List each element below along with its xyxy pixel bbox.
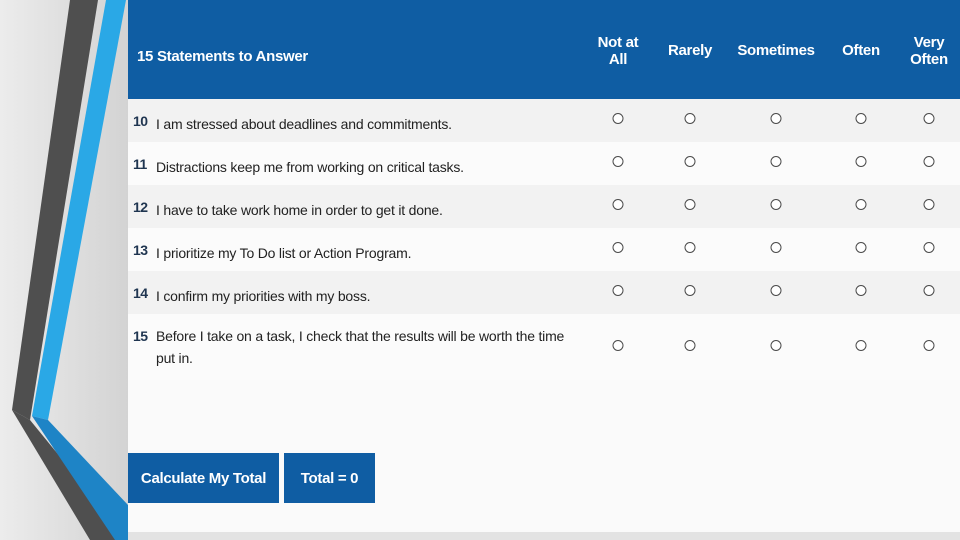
calculate-total-button[interactable]: Calculate My Total [128, 453, 279, 503]
statement-text: I prioritize my To Do list or Action Program. [156, 245, 412, 261]
radio-often[interactable] [856, 242, 867, 253]
statement-list [128, 99, 960, 380]
statement-row [128, 185, 960, 228]
statement-row [128, 228, 960, 271]
radio-often[interactable] [856, 113, 867, 124]
statement-text: I confirm my priorities with my boss. [156, 288, 371, 304]
total-display: Total = 0 [284, 453, 375, 503]
statement-text: Distractions keep me from working on critical tasks. [156, 159, 464, 175]
statement-number: 10 [133, 113, 148, 129]
column-sometimes [737, 42, 814, 59]
slide-frame [0, 0, 128, 540]
radio-often[interactable] [856, 285, 867, 296]
statement-row [128, 271, 960, 314]
radio-sometimes[interactable] [771, 242, 782, 253]
radio-sometimes[interactable] [771, 340, 782, 351]
column-label: Often [910, 51, 948, 68]
radio-rarely[interactable] [685, 156, 696, 167]
statement-text: I am stressed about deadlines and commitments. [156, 116, 452, 132]
statement-number: 12 [133, 199, 148, 215]
statement-text: I have to take work home in order to get it done. [156, 202, 443, 218]
statement-row [128, 142, 960, 185]
column-rarely [668, 42, 712, 59]
radio-often[interactable] [856, 340, 867, 351]
radio-rarely[interactable] [685, 340, 696, 351]
radio-very-often[interactable] [924, 242, 935, 253]
column-label: Rarely [667, 42, 713, 59]
radio-rarely[interactable] [685, 113, 696, 124]
radio-not-at-all[interactable] [613, 113, 624, 124]
radio-very-often[interactable] [924, 199, 935, 210]
statement-number: 14 [133, 285, 148, 301]
radio-sometimes[interactable] [771, 156, 782, 167]
radio-often[interactable] [856, 199, 867, 210]
radio-rarely[interactable] [685, 199, 696, 210]
column-label: Very [913, 34, 945, 51]
header-title: 15 Statements to Answer [137, 48, 308, 65]
questionnaire-panel [128, 0, 960, 532]
radio-sometimes[interactable] [771, 285, 782, 296]
radio-very-often[interactable] [924, 285, 935, 296]
radio-not-at-all[interactable] [613, 156, 624, 167]
statement-number: 15 [133, 328, 148, 344]
slide-frame-bottom [128, 532, 960, 540]
column-often [842, 42, 880, 59]
column-very-often [910, 34, 948, 68]
column-label: Not at [597, 34, 639, 51]
statement-row [128, 314, 960, 380]
statement-text: Before I take on a task, I check that the results will be worth the time put in. [156, 328, 565, 366]
radio-rarely[interactable] [685, 285, 696, 296]
statement-row [128, 99, 960, 142]
radio-often[interactable] [856, 156, 867, 167]
radio-very-often[interactable] [924, 156, 935, 167]
radio-not-at-all[interactable] [613, 199, 624, 210]
radio-sometimes[interactable] [771, 199, 782, 210]
radio-sometimes[interactable] [771, 113, 782, 124]
radio-rarely[interactable] [685, 242, 696, 253]
column-not-at-all [598, 34, 639, 68]
radio-very-often[interactable] [924, 340, 935, 351]
column-label: All [608, 51, 628, 68]
radio-very-often[interactable] [924, 113, 935, 124]
decorative-stripes [0, 0, 128, 540]
radio-not-at-all[interactable] [613, 242, 624, 253]
table-header [128, 0, 960, 103]
column-label: Often [842, 42, 880, 59]
column-label: Sometimes [737, 42, 815, 59]
statement-number: 11 [133, 156, 147, 172]
statement-number: 13 [133, 242, 148, 258]
radio-not-at-all[interactable] [613, 340, 624, 351]
radio-not-at-all[interactable] [613, 285, 624, 296]
